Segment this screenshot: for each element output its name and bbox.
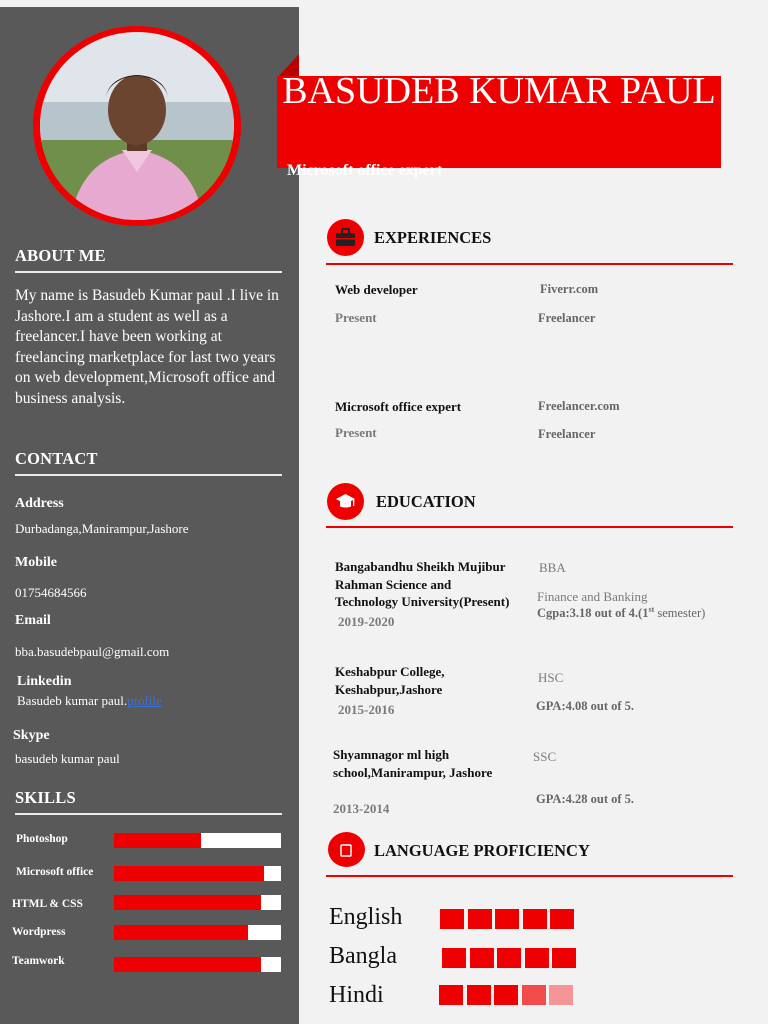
experiences-heading: EXPERIENCES — [374, 228, 492, 247]
skill-bar-teamwork — [114, 957, 281, 972]
skill-bar-wordpress — [114, 925, 281, 940]
exp-2-period: Present — [335, 425, 377, 440]
skype-value: basudeb kumar paul — [15, 751, 120, 766]
skill-label-microsoft-office: Microsoft office — [16, 866, 94, 878]
about-heading: ABOUT ME — [15, 246, 282, 273]
exp-1-title: Web developer — [335, 282, 418, 297]
rating-box — [494, 985, 518, 1005]
lang-hindi: Hindi — [329, 982, 384, 1008]
exp-2-company: Freelancer.com — [538, 399, 620, 413]
linkedin-text: Basudeb kumar paul. — [17, 693, 128, 708]
about-text: My name is Basudeb Kumar paul .I live in Jashore.I am a student as well as a freelancer.I have been working at freelancing marketplace for last two years on web development,Microsoft office and business analysis. — [15, 287, 279, 407]
rating-box — [550, 909, 574, 929]
edu-1-degree: BBA — [539, 560, 566, 575]
edu-3-result: GPA:4.28 out of 5. — [536, 792, 635, 806]
skill-bar-photoshop — [114, 833, 281, 848]
exp-1-company: Fiverr.com — [540, 282, 599, 296]
profile-photo — [40, 32, 234, 220]
edu-2-years: 2015-2016 — [338, 702, 395, 717]
address-label: Address — [15, 496, 64, 511]
email-value: bba.basudebpaul@gmail.com — [15, 644, 170, 659]
edu-2-institution: Keshabpur College, Keshabpur,Jashore — [335, 664, 445, 697]
edu-1-result-text: Cgpa:3.18 out of 4.(1 — [537, 606, 649, 621]
contact-heading: CONTACT — [15, 449, 282, 476]
edu-1-years: 2019-2020 — [338, 614, 395, 629]
language-icon — [328, 832, 365, 867]
email-label: Email — [15, 613, 51, 628]
exp-2-title: Microsoft office expert — [335, 399, 462, 414]
edu-1-result-end: semester) — [654, 606, 706, 621]
edu-1-institution: Bangabandhu Sheikh Mujibur Rahman Science and Technology University(Present) — [335, 559, 510, 609]
rating-box — [495, 909, 519, 929]
rating-box — [468, 909, 492, 929]
language-header — [326, 832, 733, 877]
rating-box — [439, 985, 463, 1005]
edu-2-result: GPA:4.08 out of 5. — [536, 699, 635, 713]
job-subtitle: Microsoft office expert — [287, 162, 443, 179]
rating-box — [497, 948, 521, 968]
language-heading: LANGUAGE PROFICIENCY — [374, 841, 590, 860]
edu-1-result — [537, 605, 705, 621]
education-heading: EDUCATION — [376, 492, 476, 511]
exp-1-period: Present — [335, 310, 377, 325]
skill-label-photoshop: Photoshop — [16, 833, 68, 845]
lang-bangla: Bangla — [329, 943, 397, 969]
rating-box — [523, 909, 547, 929]
exp-1-type: Freelancer — [538, 311, 596, 325]
full-name: BASUDEB KUMAR PAUL — [282, 70, 716, 112]
rating-box — [549, 985, 573, 1005]
exp-2-type: Freelancer — [538, 427, 596, 441]
profile-photo-frame — [33, 26, 241, 226]
skill-bar-microsoft-office — [114, 866, 281, 881]
rating-box — [522, 985, 546, 1005]
skill-bar-html-css — [114, 895, 281, 910]
rating-box — [470, 948, 494, 968]
education-header — [326, 483, 733, 528]
edu-2-degree: HSC — [538, 670, 564, 685]
rating-box — [440, 909, 464, 929]
skill-fill — [114, 925, 248, 940]
skype-label: Skype — [13, 728, 50, 743]
edu-1-result-sup: st — [648, 605, 655, 614]
edu-3-years: 2013-2014 — [333, 801, 390, 816]
linkedin-profile-link[interactable]: profile — [127, 693, 162, 708]
rating-box — [552, 948, 576, 968]
edu-3-degree: SSC — [533, 749, 557, 764]
experiences-header — [326, 219, 733, 265]
skill-fill — [114, 957, 261, 972]
skill-label-html-css: HTML & CSS — [12, 898, 83, 910]
address-value: Durbadanga,Manirampur,Jashore — [15, 521, 189, 536]
sidebar — [0, 7, 299, 1024]
skill-label-wordpress: Wordpress — [12, 926, 66, 938]
edu-3-institution: Shyamnagor ml high school,Manirampur, Jashore — [333, 747, 493, 780]
lang-english: English — [329, 904, 403, 930]
skill-fill — [114, 833, 201, 848]
skill-fill — [114, 866, 264, 881]
skills-heading: SKILLS — [15, 788, 282, 815]
rating-box — [442, 948, 466, 968]
mobile-value: 01754684566 — [15, 585, 87, 600]
edu-1-field: Finance and Banking — [537, 589, 648, 604]
mobile-label: Mobile — [15, 555, 57, 570]
rating-box — [467, 985, 491, 1005]
briefcase-icon — [327, 219, 364, 256]
skill-fill — [114, 895, 261, 910]
graduation-cap-icon — [327, 483, 364, 520]
skill-label-teamwork: Teamwork — [12, 955, 65, 967]
linkedin-value — [17, 693, 162, 709]
rating-box — [525, 948, 549, 968]
linkedin-label: Linkedin — [17, 674, 72, 689]
